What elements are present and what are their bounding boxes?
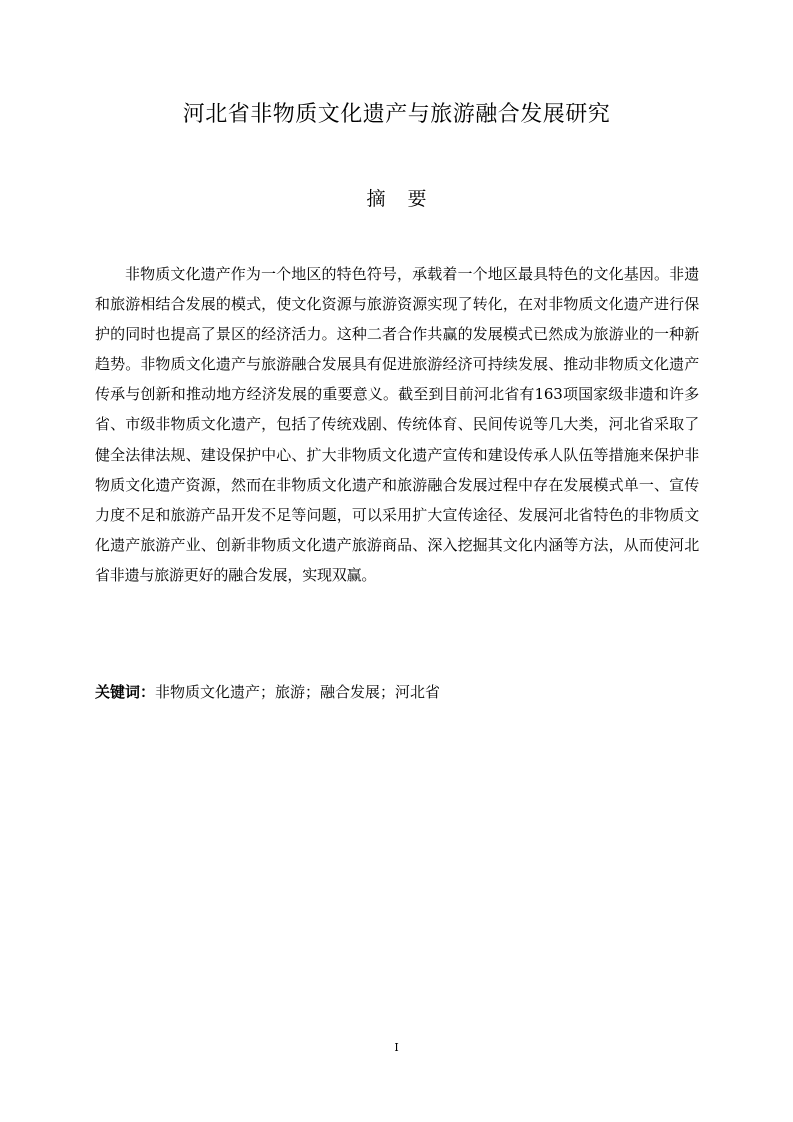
abstract-paragraph: 非物质文化遗产作为一个地区的特色符号，承载着一个地区最具特色的文化基因。非遗和旅游相结合发展的模式，使文化资源与旅游资源实现了转化，在对非物质文化遗产进行保护的同时也提高了景区的经济活力。这种二者合作共赢的发展模式已然成为旅游业的一种新趋势。非物质文化遗产与旅游融合发展具有促进旅游经济可持续发展、推动非物质文化遗产传承与创新和推动地方经济发展的重要意义。截至到目前河北省有163项国家级非遗和许多省、市级非物质文化遗产，包括了传统戏剧、传统体育、民间传说等几大类，河北省采取了健全法律法规、建设保护中心、扩大非物质文化遗产宣传和建设传承人队伍等措施来保护非物质文化遗产资源，然而在非物质文化遗产和旅游融合发展过程中存在发展模式单一、宣传力度不足和旅游产品开发不足等问题，可以采用扩大宣传途径、发展河北省特色的非物质文化遗产旅游产业、创新非物质文化遗产旅游商品、深入挖掘其文化内涵等方法，从而使河北省非遗与旅游更好的融合发展，实现双赢。 [95, 265, 699, 584]
keywords-value: 非物质文化遗产；旅游；融合发展；河北省 [155, 683, 441, 701]
keywords-line [95, 677, 699, 707]
abstract-heading-char-1: 摘 [366, 188, 386, 210]
abstract-heading-char-2: 要 [407, 188, 427, 210]
abstract-heading [0, 184, 793, 214]
document-title: 河北省非物质文化遗产与旅游融合发展研究 [182, 102, 611, 127]
page-number: I [394, 1041, 399, 1054]
keywords-label: 关键词： [95, 683, 156, 701]
